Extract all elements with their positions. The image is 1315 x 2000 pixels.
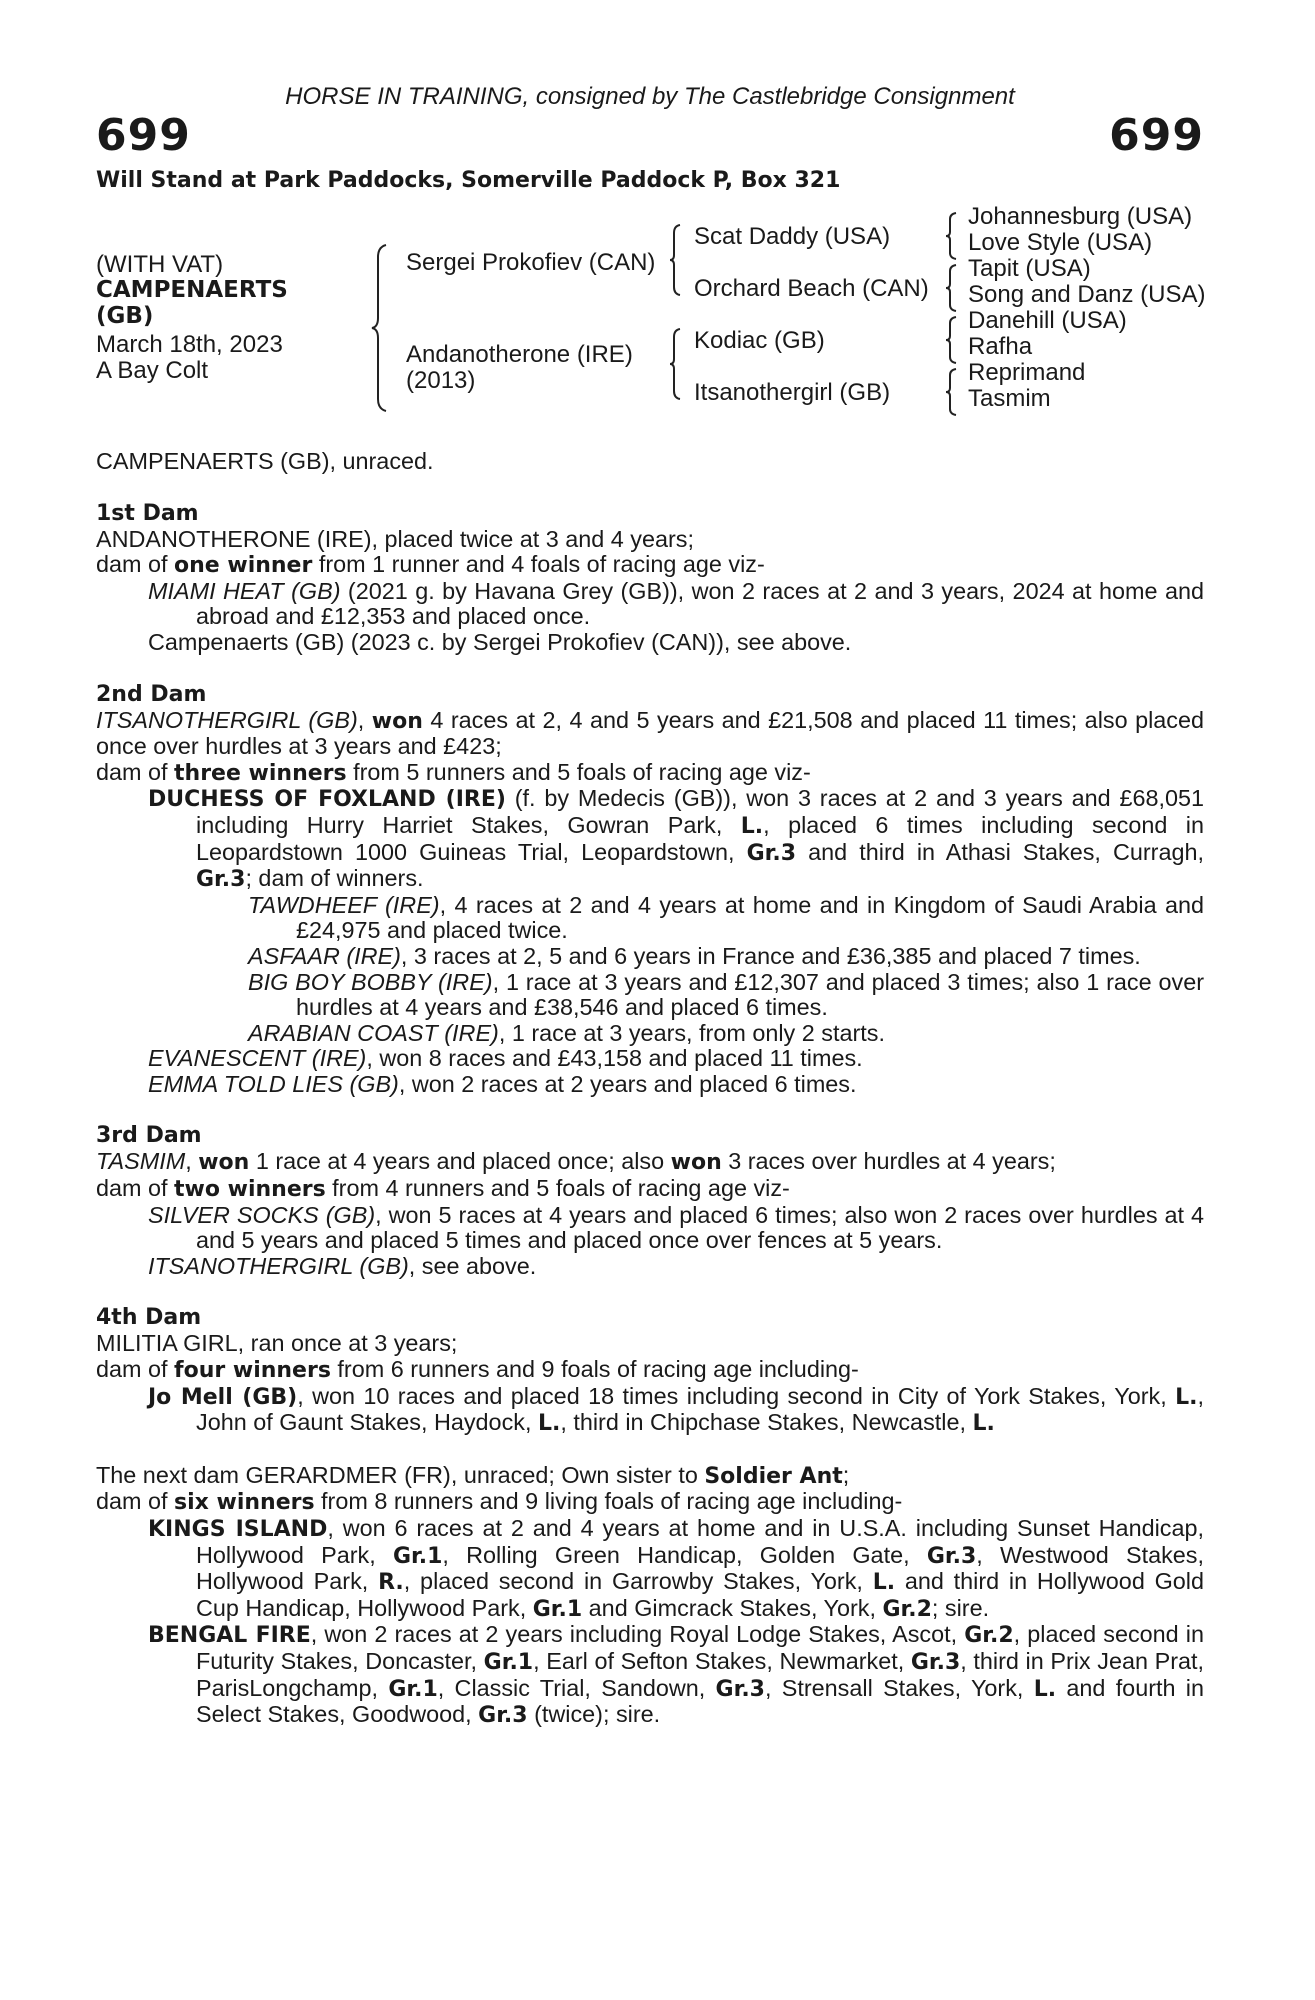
horse-description: A Bay Colt — [96, 357, 209, 384]
sire-sire: Scat Daddy (USA) — [694, 223, 891, 250]
produce-campenaerts: Campenaerts (GB) (2023 c. by Sergei Prokofiev (CAN)), see above. — [148, 628, 852, 655]
fourth-dam-section — [96, 1305, 1204, 1436]
pedigree-notes — [96, 449, 1204, 1729]
next-dam-section — [96, 1463, 1204, 1729]
horse-name: CAMPENAERTS — [96, 277, 288, 303]
second-dam-line: ITSANOTHERGIRL (GB), won 4 races at 2, 4 and 5 years and £21,508 and placed 11 times; also placed once over hurdles at 3 years and £423; — [96, 706, 1204, 760]
fourth-dam-title: 4th Dam — [96, 1305, 202, 1331]
stand-location: Will Stand at Park Paddocks, Somerville Paddock P, Box 321 — [96, 168, 841, 193]
horse-country: (GB) — [96, 303, 154, 329]
dam-name: Andanotherone (IRE) — [406, 341, 633, 368]
produce-itsanothergirl: ITSANOTHERGIRL (GB), see above. — [148, 1252, 537, 1279]
ds-dam: Rafha — [968, 333, 1033, 360]
catalogue-page — [96, 82, 1204, 1729]
first-dam-line: ANDANOTHERONE (IRE), placed twice at 3 and 4 years; — [96, 525, 694, 552]
next-dam-produce-line: dam of six winners from 8 runners and 9 living foals of racing age including- — [96, 1488, 903, 1516]
produce-asfaar: ASFAAR (IRE), 3 races at 2, 5 and 6 years in France and £36,385 and placed 7 times. — [248, 942, 1141, 969]
main-brace — [370, 243, 390, 413]
sire-brace — [668, 223, 684, 297]
produce-bengal-fire: BENGAL FIRE, won 2 races at 2 years including Royal Lodge Stakes, Ascot, Gr.2, placed second in Futurity Stakes, Doncaster, Gr.1, Earl of Sefton Stakes, Newmarket, Gr.3, third in Prix Jean Prat, ParisLongchamp, Gr.1, Classic Trial, Sandown, Gr.3, Strensall Stakes, York, L. and fourth in Select Stakes, Goodwood, Gr.3 (twice); sire. — [148, 1621, 1205, 1729]
third-dam-produce-line: dam of two winners from 4 runners and 5 foals of racing age viz- — [96, 1175, 790, 1203]
intro-line: CAMPENAERTS (GB), unraced. — [96, 448, 434, 474]
lot-number-row — [96, 112, 1204, 166]
third-dam-line: TASMIM, won 1 race at 4 years and placed once; also won 3 races over hurdles at 4 years; — [96, 1148, 1056, 1176]
sd-brace — [944, 263, 960, 313]
sire-name: Sergei Prokofiev (CAN) — [406, 249, 656, 276]
dd-sire: Reprimand — [968, 359, 1086, 386]
second-dam-title: 2nd Dam — [96, 681, 207, 707]
ds-brace — [944, 315, 960, 365]
horse-dob: March 18th, 2023 — [96, 331, 283, 358]
ss-sire: Johannesburg (USA) — [968, 203, 1193, 230]
ss-brace — [944, 211, 960, 261]
sd-sire: Tapit (USA) — [968, 255, 1091, 282]
ds-sire: Danehill (USA) — [968, 307, 1127, 334]
produce-tawdheef: TAWDHEEF (IRE), 4 races at 2 and 4 years at home and in Kingdom of Saudi Arabia and £24,975 and placed twice. — [248, 891, 1204, 944]
next-dam-line: The next dam GERARDMER (FR), unraced; Own sister to Soldier Ant; — [96, 1461, 850, 1489]
dam-foaling-year: (2013) — [406, 367, 476, 394]
lot-number-right: 699 — [1109, 110, 1204, 161]
produce-kings-island: KINGS ISLAND, won 6 races at 2 and 4 years at home and in U.S.A. including Sunset Handicap, Hollywood Park, Gr.1, Rolling Green Handicap, Golden Gate, Gr.3, Westwood Stakes, Hollywood Park, R., placed second in Garrowby Stakes, York, L. and third in Hollywood Gold Cup Handicap, Hollywood Park, Gr.1 and Gimcrack Stakes, York, Gr.2; sire. — [148, 1515, 1205, 1622]
first-dam-section — [96, 501, 1204, 656]
dam-brace — [668, 327, 684, 401]
sd-dam: Song and Danz (USA) — [968, 281, 1206, 308]
produce-duchess-of-foxland: DUCHESS OF FOXLAND (IRE) (f. by Medecis (GB)), won 3 races at 2 and 3 years and £68,051 including Hurry Harriet Stakes, Gowran Park, L., placed 6 times including second in Leopardstown 1000 Guineas Trial, Leopardstown, Gr.3 and third in Athasi Stakes, Curragh, Gr.3; dam of winners. — [148, 785, 1204, 893]
produce-silver-socks: SILVER SOCKS (GB), won 5 races at 4 years and placed 6 times; also won 2 races over hurdles at 4 and 5 years and placed 5 times and placed once over fences at 5 years. — [148, 1201, 1204, 1254]
pedigree-table — [96, 193, 1204, 433]
dam-sire: Kodiac (GB) — [694, 327, 825, 354]
produce-evanescent: EVANESCENT (IRE), won 8 races and £43,158 and placed 11 times. — [148, 1045, 863, 1072]
ss-dam: Love Style (USA) — [968, 229, 1153, 256]
dam-dam: Itsanothergirl (GB) — [694, 379, 891, 406]
fourth-dam-line: MILITIA GIRL, ran once at 3 years; — [96, 1330, 458, 1357]
first-dam-title: 1st Dam — [96, 500, 199, 526]
sire-dam: Orchard Beach (CAN) — [694, 275, 929, 302]
produce-big-boy-bobby: BIG BOY BOBBY (IRE), 1 race at 3 years and £12,307 and placed 3 times; also 1 race over hurdles at 4 years and £38,546 and placed 6 times. — [248, 968, 1204, 1021]
consignment-heading: HORSE IN TRAINING, consigned by The Castlebridge Consignment — [285, 83, 1015, 110]
produce-miami-heat: MIAMI HEAT (GB) (2021 g. by Havana Grey (GB)), won 2 races at 2 and 3 years, 2024 at home and abroad and £12,353 and placed once. — [148, 577, 1204, 630]
second-dam-produce-line: dam of three winners from 5 runners and 5 foals of racing age viz- — [96, 758, 811, 786]
lot-number-left: 699 — [96, 110, 191, 161]
produce-arabian-coast: ARABIAN COAST (IRE), 1 race at 3 years, from only 2 starts. — [248, 1019, 885, 1046]
fourth-dam-produce-line: dam of four winners from 6 runners and 9 foals of racing age including- — [96, 1356, 859, 1384]
first-dam-produce-line: dam of one winner from 1 runner and 4 foals of racing age viz- — [96, 551, 765, 579]
second-dam-section — [96, 682, 1204, 1098]
produce-emma-told-lies: EMMA TOLD LIES (GB), won 2 races at 2 years and placed 6 times. — [148, 1070, 857, 1097]
third-dam-section — [96, 1123, 1204, 1279]
produce-jo-mell: Jo Mell (GB), won 10 races and placed 18 times including second in City of York Stakes, York, L., John of Gaunt Stakes, Haydock, L., third in Chipchase Stakes, Newcastle, L. — [148, 1382, 1204, 1437]
dd-brace — [944, 367, 960, 417]
vat-label: (WITH VAT) — [96, 251, 224, 278]
third-dam-title: 3rd Dam — [96, 1123, 202, 1149]
dd-dam: Tasmim — [968, 385, 1051, 412]
